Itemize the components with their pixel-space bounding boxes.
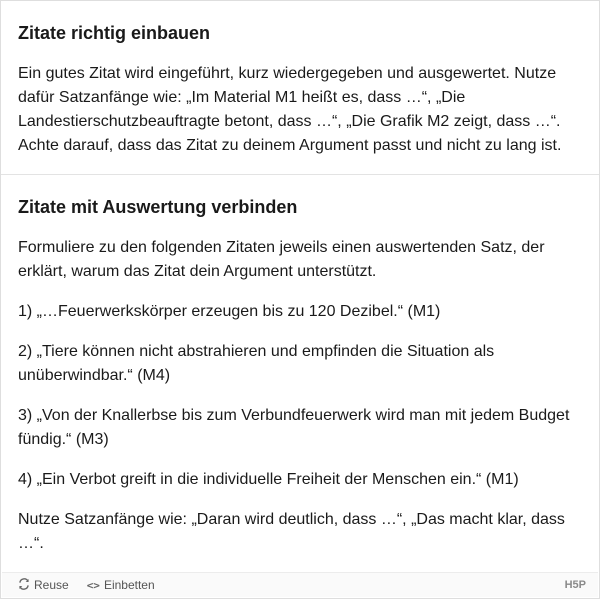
- quote-item-1: 1) „…Feuerwerkskörper erzeugen bis zu 120 Dezibel.“ (M1): [18, 303, 441, 320]
- reuse-button[interactable]: [18, 578, 69, 592]
- quote-item-2: 2) „Tiere können nicht abstrahieren und empfinden die Situation als unüberwindbar.“ (M4): [18, 343, 495, 384]
- embed-label: Einbetten: [103, 578, 155, 592]
- embed-icon: <>: [86, 578, 100, 592]
- section-title: Zitate mit Auswertung verbinden: [18, 197, 298, 217]
- reuse-icon: [18, 578, 30, 592]
- task-instruction: Formuliere zu den folgenden Zitaten jeweils einen auswertenden Satz, der erklärt, warum das Zitat dein Argument unterstützt.: [18, 239, 545, 280]
- reuse-label: Reuse: [34, 578, 69, 592]
- footer-bar: [2, 572, 598, 597]
- section-title: Zitate richtig einbauen: [18, 23, 211, 43]
- section-quotes-evaluation: [1, 175, 599, 556]
- quote-item-4: 4) „Ein Verbot greift in die individuelle Freiheit der Menschen ein.“ (M1): [18, 471, 519, 488]
- quote-item-3: 3) „Von der Knallerbse bis zum Verbundfeuerwerk wird man mit jedem Budget fündig.“ (M3): [18, 407, 570, 448]
- sentence-starters-hint: Nutze Satzanfänge wie: „Daran wird deutlich, dass …“, „Das macht klar, dass …“.: [18, 511, 565, 552]
- embed-button[interactable]: [87, 578, 155, 592]
- section-body: Ein gutes Zitat wird eingeführt, kurz wiedergegeben und ausgewertet. Nutze dafür Satzanfänge wie: „Im Material M1 heißt es, dass …“, „Die Landestierschutzbeauftragte betont, dass …“, „Die Grafik M2 zeigt, dass …“. Achte darauf, dass das Zitat zu deinem Argument passt und nicht zu lang ist.: [18, 65, 562, 154]
- h5p-logo[interactable]: H5P: [564, 579, 586, 591]
- section-quotes-integration: [1, 1, 599, 175]
